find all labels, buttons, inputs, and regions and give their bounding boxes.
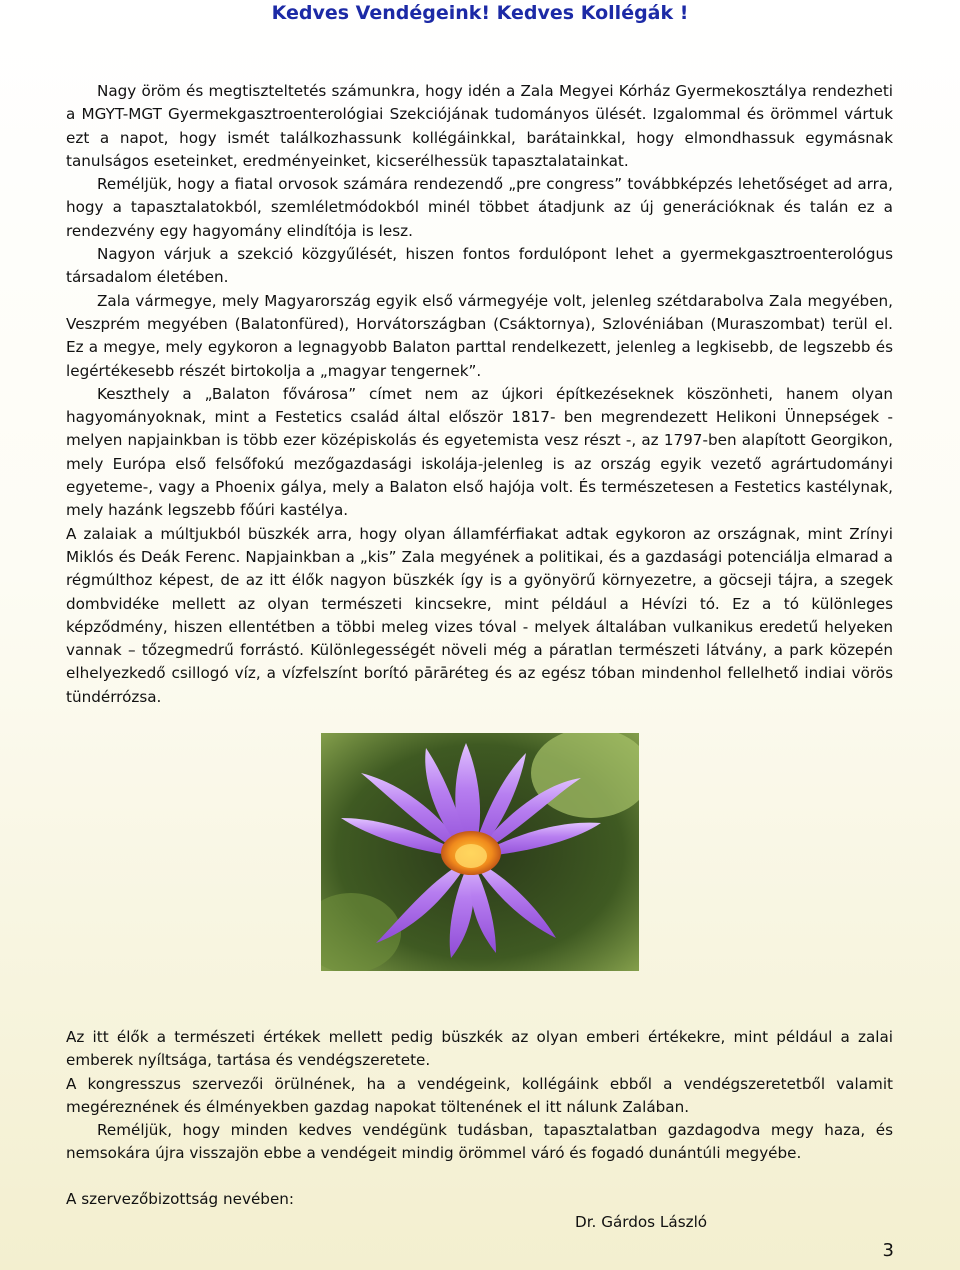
paragraph-heviz: A zalaiak a múltjukból büszkék arra, hogy olyan államférfiakat adtak egykoron az országnak, mint Zrínyi Miklós és Deák Ferenc. Napjainkban a „kis” Zala megyének a politikai, és a gazdasági potenciálja elmarad a régmúlthoz képest, de az itt élők nagyon büszkék így is a gyönyörű környezetre, a göcseji tájra, a szegek dombvidéke mellett az olyan természeti kincsekre, mint például a Hévízi tó. Ez a tó különleges képződmény, hiszen ellentétben a többi meleg vizes tóval - melyek általában vulkanikus eredetű helyeken vannak – tőzegmedrű forrástó. Különlegességét növeli még a páratlan természeti látvány, a park közepén elhelyezkedő csillogó víz, a vízfelszínt borító pārāréteg és az egész tóban mindenhol fellelhető indiai vörös tündérrózsa. <box>66 524 893 706</box>
paragraph-assembly: Nagyon várjuk a szekció közgyűlését, hiszen fontos fordulópont lehet a gyermekgasztroenterológus társadalom életében. <box>66 245 893 287</box>
paragraph-hospitality: A kongresszus szervezői örülnének, ha a vendégeink, kollégáink ebből a vendégszeretetből valamit megéreznének és élményekben gazdag napokat töltenének el itt nálunk Zalában. <box>66 1074 893 1116</box>
paragraph-zala-county: Zala vármegye, mely Magyarország egyik első vármegyéje volt, jelenleg szétdarabolva Zala megyében, Veszprém megyében (Balatonfüred), Horvátországban (Csáktornya), Szlovéniában (Muraszombat) terül el. Ez a megye, mely egykoron a legnagyobb Balaton parttal rendelkezett, jelenleg a legkisebb, de legszebb és legértékesebb részét birtokolja a „magyar tengernek”. <box>66 291 893 380</box>
paragraph-intro: Nagy öröm és megtiszteltetés számunkra, hogy idén a Zala Megyei Kórház Gyermekosztálya rendezheti a MGYT-MGT Gyermekgasztroenterológiai Szekciójának tudományos ülését. Izgalommal és örömmel vártuk ezt a napot, hogy ismét találkozhassunk kollégáinkkal, barátainkkal, hogy elmondhassuk egymásnak tanulságos eseteinket, eredményeinket, kicserélhessük tapasztalatainkat. <box>66 82 893 170</box>
page-title: Kedves Vendégeink! Kedves Kollégák ! <box>271 2 689 24</box>
paragraph-values: Az itt élők a természeti értékek mellett pedig büszkék az olyan emberi értékekre, mint például a zalai emberek nyíltsága, tartása és vendégszeretete. <box>66 1028 893 1070</box>
signature-name: Dr. Gárdos László <box>575 1213 708 1231</box>
water-lily-photo <box>321 733 639 971</box>
page-number: 3 <box>882 1240 894 1261</box>
paragraph-farewell: Reméljük, hogy minden kedves vendégünk tudásban, tapasztalatban gazdagodva megy haza, és nemsokára újra visszajön ebbe a vendégeit mindig örömmel váró és fogadó dunántúli megyébe. <box>66 1121 893 1163</box>
paragraph-keszthely: Keszthely a „Balaton fővárosa” címet nem az újkori építkezéseknek köszönheti, hanem olyan hagyományoknak, mint a Festetics család által először 1817- ben megrendezett Helikoni Ünnepségek - melyen napjainkban is több ezer középiskolás és egyetemista vesz részt -, az 1797-ben alapított Georgikon, mely Európa első felsőfokú mezőgazdasági iskolája-jelenleg is az ország egyik vezető agrártudományi egyeteme-, vagy a Phoenix gálya, mely a Balaton első hajója volt. És természetesen a Festetics kastélynak, mely hazánk legszebb főúri kastélya. <box>66 384 893 520</box>
signature-intro: A szervezőbizottság nevében: <box>66 1190 295 1208</box>
paragraph-pre-congress: Reméljük, hogy a fiatal orvosok számára rendezendő „pre congress” továbbképzés lehetőséget ad arra, hogy a tapasztalatokból, szemléletmódokból minél többet átadjunk az új generációknak és talán ez a rendezvény egy hagyomány elindítója is lesz. <box>66 175 893 240</box>
closing-section <box>66 1026 893 1166</box>
letter-body <box>66 80 893 709</box>
